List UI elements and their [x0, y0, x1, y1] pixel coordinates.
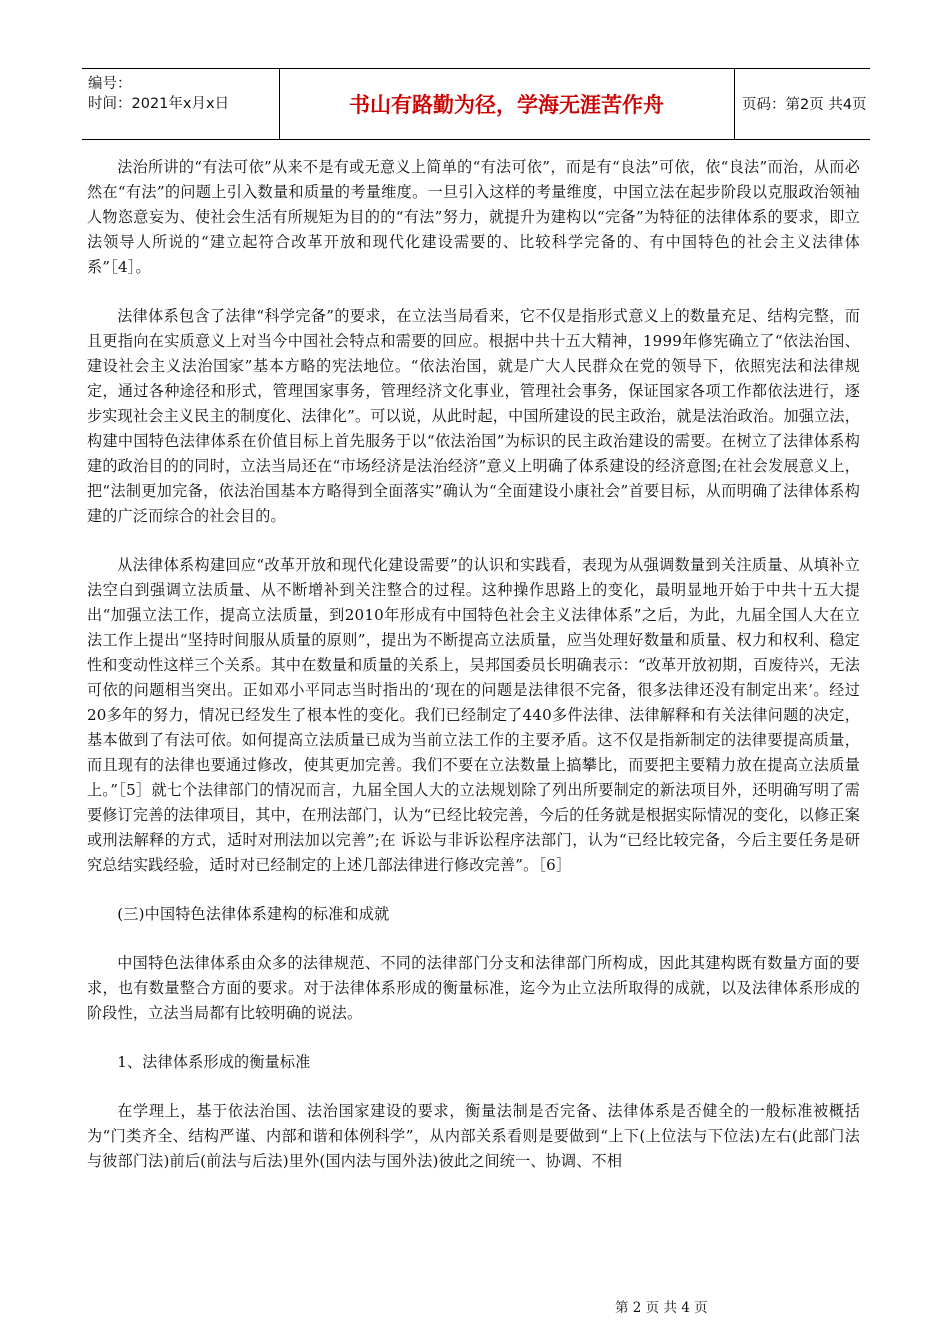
- paragraph-5: 在学理上，基于依法治国、法治国家建设的要求，衡量法制是否完备、法律体系是否健全的一般标准被概括为“门类齐全、结构严谨、内部和谐和体例科学”，从内部关系看则是要做到“上下(上位法与下位法)左右(此部门法与彼部门法)前后(前法与后法)里外(国内法与国外法)彼此之间统一、协调、不相: [87, 1102, 860, 1170]
- paragraph-3: 从法律体系构建回应“改革开放和现代化建设需要”的认识和实践看，表现为从强调数量到关注质量、从填补立法空白到强调立法质量、从不断增补到关注整合的过程。这种操作思路上的变化，最明显地开始于中共十五大提出“加强立法工作，提高立法质量，到2010年形成有中国特色社会主义法律体系”之后，为此，九届全国人大在立法工作上提出“坚持时间服从质量的原则”，提出为不断提高立法质量，应当处理好数量和质量、权力和权利、稳定性和变动性这样三个关系。其中在数量和质量的关系上，吴邦国委员长明确表示：“改革开放初期，百废待兴，无法可依的问题相当突出。正如邓小平同志当时指出的‘现在的问题是法律很不完备，很多法律还没有制定出来’。经过20多年的努力，情况已经发生了根本性的变化。我们已经制定了440多件法律、法律解释和有关法律问题的决定，基本做到了有法可依。如何提高立法质量已成为当前立法工作的主要矛盾。这不仅是指新制定的法律要提高质量，而且现有的法律也要通过修改，使其更加完善。我们不要在立法数量上搞攀比，而要把主要精力放在提高立法质量上。”［5］就七个法律部门的情况而言，九届全国人大的立法规划除了列出所要制定的新法项目外，还明确写明了需要修订完善的法律项目，其中，在刑法部门，认为“已经比较完善，今后的任务就是根据实际情况的变化，以修正案或刑法解释的方式，适时对刑法加以完善”;在 诉讼与非诉讼程序法部门，认为“已经比较完备，今后主要任务是研究总结实践经验，适时对已经制定的上述几部法律进行修改完善”。［6］: [87, 556, 860, 874]
- motto-text: 书山有路勤为径，学海无涯苦作舟: [349, 93, 664, 117]
- footer-page-number: 第 2 页 共 4 页: [615, 1300, 708, 1316]
- number-label: 编号：: [88, 76, 132, 92]
- header-info-cell: [82, 69, 280, 139]
- paragraph-4: 中国特色法律体系由众多的法律规范、不同的法律部门分支和法律部门所构成，因此其建构既有数量方面的要求，也有数量整合方面的要求。对于法律体系形成的衡量标准，迄今为止立法所取得的成就，以及法律体系形成的阶段性，立法当局都有比较明确的说法。: [87, 954, 860, 1022]
- paragraph-2: 法律体系包含了法律“科学完备”的要求，在立法当局看来，它不仅是指形式意义上的数量充足、结构完整，而且更指向在实质意义上对当今中国社会特点和需要的回应。根据中共十五大精神，1999年修宪确立了“依法治国、建设社会主义法治国家”基本方略的宪法地位。“依法治国，就是广大人民群众在党的领导下，依照宪法和法律规定，通过各种途径和形式，管理国家事务，管理经济文化事业，管理社会事务，保证国家各项工作都依法进行，逐步实现社会主义民主的制度化、法律化”。可以说，从此时起，中国所建设的民主政治，就是法治政治。加强立法，构建中国特色法律体系在价值目标上首先服务于以“依法治国”为标识的民主政治建设的需要。在树立了法律体系构建的政治目的的同时，立法当局还在“市场经济是法治经济”意义上明确了体系建设的经济意图;在社会发展意义上，把“法制更加完备，依法治国基本方略得到全面落实”确认为“全面建设小康社会”首要目标，从而明确了法律体系构建的广泛而综合的社会目的。: [87, 307, 860, 525]
- document-body: [87, 155, 860, 1198]
- document-header: [82, 68, 870, 140]
- section-heading: (三)中国特色法律体系建构的标准和成就: [117, 905, 390, 923]
- header-motto-cell: [279, 69, 735, 139]
- paragraph-1: 法治所讲的“有法可依”从来不是有或无意义上简单的“有法可依”，而是有“良法”可依，依“良法”而治，从而必然在“有法”的问题上引入数量和质量的考量维度。一旦引入这样的考量维度，中国立法在起步阶段以克服政治领袖人物恣意妄为、使社会生活有所规矩为目的的“有法”努力，就提升为建构以“完备”为特征的法律体系的要求，即立法领导人所说的“建立起符合改革开放和现代化建设需要的、比较科学完备的、有中国特色的社会主义法律体系”［4］。: [87, 158, 860, 276]
- subsection-heading: 1、法律体系形成的衡量标准: [117, 1053, 311, 1071]
- time-label: 时间：2021年x月x日: [88, 96, 230, 112]
- header-page-cell: [734, 69, 870, 139]
- page-code: 页码：第2页 共4页: [742, 97, 867, 113]
